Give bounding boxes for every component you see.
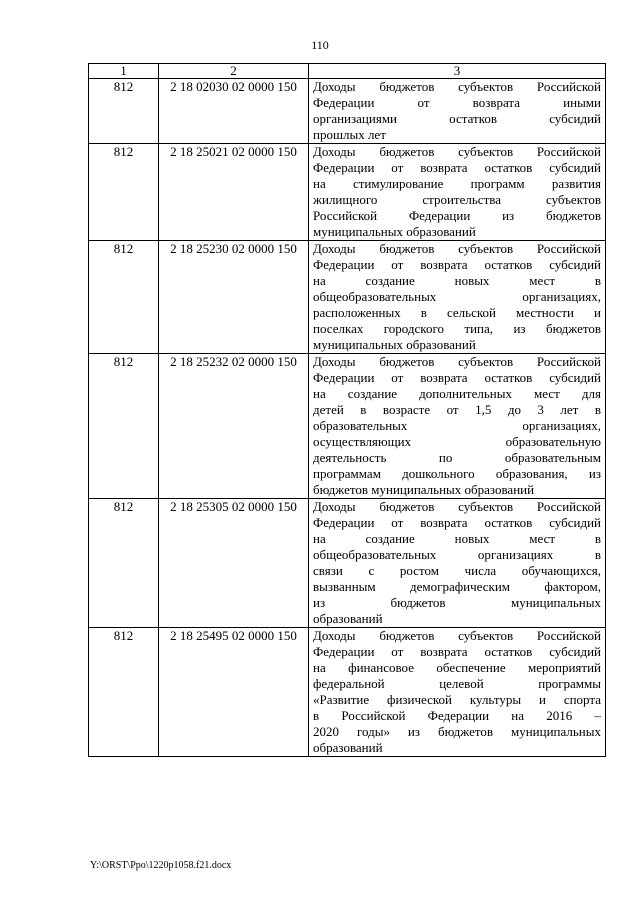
description-line: Федерации от возврата остатков субсидий — [313, 370, 601, 385]
budget-classification-code: 2 18 25230 02 0000 150 — [159, 241, 309, 354]
table-row — [89, 628, 606, 757]
description-line: поселках городского типа, из бюджетов — [313, 321, 601, 336]
description-line: Доходы бюджетов субъектов Российской — [313, 241, 601, 256]
income-description — [309, 354, 606, 499]
description-line: на финансовое обеспечение мероприятий — [313, 660, 601, 675]
page-number: 110 — [311, 38, 329, 52]
table-row — [89, 354, 606, 499]
description-line: Доходы бюджетов субъектов Российской — [313, 79, 601, 94]
description-line: образовательных организациях, — [313, 418, 601, 433]
description-line: Доходы бюджетов субъектов Российской — [313, 144, 601, 159]
budget-classification-code: 2 18 25495 02 0000 150 — [159, 628, 309, 757]
column-number-3: 3 — [309, 64, 606, 79]
description-line: Федерации от возврата остатков субсидий — [313, 257, 601, 272]
description-line: организациями остатков субсидий — [313, 111, 601, 126]
column-number-2: 2 — [159, 64, 309, 79]
description-line: Федерации от возврата остатков субсидий — [313, 644, 601, 659]
description-line: осуществляющих образовательную — [313, 434, 601, 449]
administrator-code: 812 — [89, 499, 159, 628]
description-line: «Развитие физической культуры и спорта — [313, 692, 601, 707]
description-line: образований — [313, 740, 383, 755]
table-row — [89, 241, 606, 354]
administrator-code: 812 — [89, 79, 159, 144]
description-line: образований — [313, 611, 383, 626]
income-description — [309, 79, 606, 144]
budget-codes-table — [88, 63, 606, 757]
budget-classification-code: 2 18 02030 02 0000 150 — [159, 79, 309, 144]
description-line: Федерации от возврата иными — [313, 95, 601, 110]
description-line: общеобразовательных организациях в — [313, 547, 601, 562]
table-row — [89, 79, 606, 144]
description-line: Доходы бюджетов субъектов Российской — [313, 628, 601, 643]
description-line: на создание новых мест в — [313, 273, 601, 288]
column-number-1: 1 — [89, 64, 159, 79]
description-line: Российской Федерации из бюджетов — [313, 208, 601, 223]
table-row — [89, 144, 606, 241]
description-line: деятельность по образовательным — [313, 450, 601, 465]
description-line: 2020 годы» из бюджетов муниципальных — [313, 724, 601, 739]
description-line: муниципальных образований — [313, 337, 476, 352]
description-line: на создание дополнительных мест для — [313, 386, 601, 401]
description-line: программам дошкольного образования, из — [313, 466, 601, 481]
administrator-code: 812 — [89, 144, 159, 241]
administrator-code: 812 — [89, 241, 159, 354]
description-line: Федерации от возврата остатков субсидий — [313, 160, 601, 175]
description-line: бюджетов муниципальных образований — [313, 482, 535, 497]
description-line: на стимулирование программ развития — [313, 176, 601, 191]
administrator-code: 812 — [89, 354, 159, 499]
column-number-row — [89, 64, 606, 79]
description-line: общеобразовательных организациях, — [313, 289, 601, 304]
description-line: связи с ростом числа обучающихся, — [313, 563, 601, 578]
description-line: Федерации от возврата остатков субсидий — [313, 515, 601, 530]
income-description — [309, 499, 606, 628]
table-row — [89, 499, 606, 628]
income-description — [309, 144, 606, 241]
description-line: на создание новых мест в — [313, 531, 601, 546]
description-line: вызванным демографическим фактором, — [313, 579, 601, 594]
administrator-code: 812 — [89, 628, 159, 757]
description-line: в Российской Федерации на 2016 – — [313, 708, 601, 723]
description-line: муниципальных образований — [313, 224, 476, 239]
description-line: из бюджетов муниципальных — [313, 595, 601, 610]
description-line: федеральной целевой программы — [313, 676, 601, 691]
budget-classification-code: 2 18 25305 02 0000 150 — [159, 499, 309, 628]
income-description — [309, 241, 606, 354]
income-description — [309, 628, 606, 757]
description-line: жилищного строительства субъектов — [313, 192, 601, 207]
budget-classification-code: 2 18 25021 02 0000 150 — [159, 144, 309, 241]
budget-classification-code: 2 18 25232 02 0000 150 — [159, 354, 309, 499]
description-line: детей в возрасте от 1,5 до 3 лет в — [313, 402, 601, 417]
description-line: Доходы бюджетов субъектов Российской — [313, 499, 601, 514]
description-line: прошлых лет — [313, 127, 386, 142]
description-line: расположенных в сельской местности и — [313, 305, 601, 320]
file-path: Y:\ORST\Ppo\1220p1058.f21.docx — [90, 860, 232, 871]
description-line: Доходы бюджетов субъектов Российской — [313, 354, 601, 369]
